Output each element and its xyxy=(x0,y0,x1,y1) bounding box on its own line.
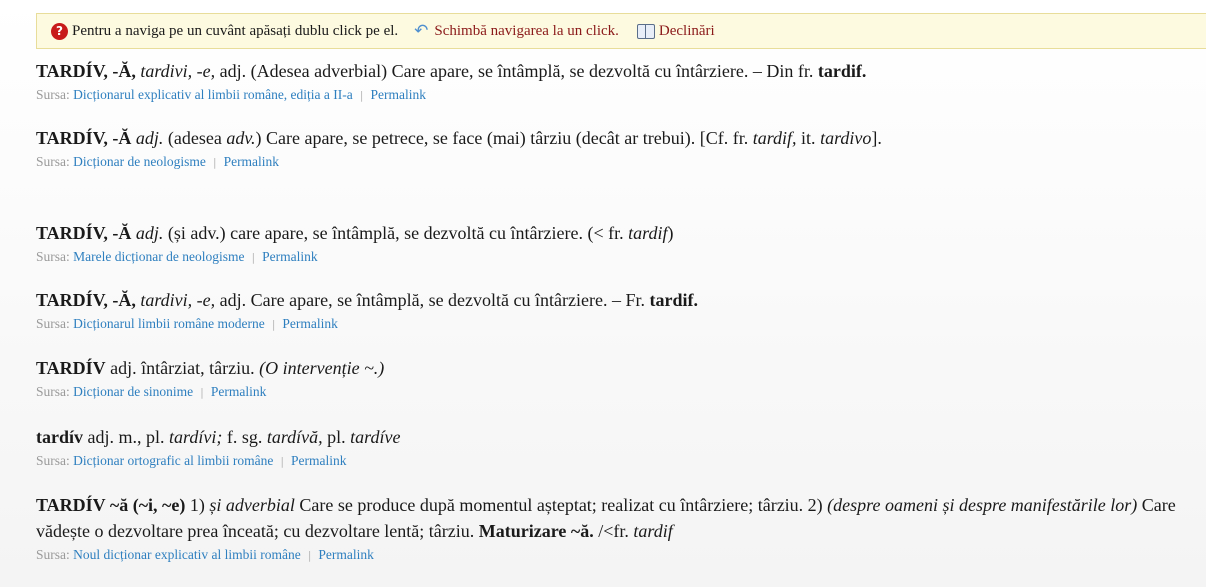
source-label: Sursa: xyxy=(36,249,74,264)
source-line xyxy=(36,547,1196,563)
definition-headword: TARDÍV ~ă (~i, ~e) xyxy=(36,495,186,515)
definition-fragment: f. sg. xyxy=(222,427,267,447)
source-label: Sursa: xyxy=(36,154,74,169)
source-line xyxy=(36,453,1196,469)
definition-text xyxy=(36,125,1196,151)
definition-entry xyxy=(36,287,1196,332)
separator: | xyxy=(200,386,204,399)
definition-italic: tardivi, -e, xyxy=(140,61,216,81)
separator: | xyxy=(280,455,285,468)
definition-headword: TARDÍV, -Ă, xyxy=(36,61,136,81)
definition-text xyxy=(36,220,1196,246)
permalink-link[interactable]: Permalink xyxy=(291,453,347,468)
definition-headword: Maturizare ~ă. xyxy=(478,521,594,541)
source-label: Sursa: xyxy=(36,87,74,102)
definition-italic: tardif xyxy=(628,223,668,243)
source-line xyxy=(36,154,1196,170)
definition-fragment: ) xyxy=(667,223,674,243)
permalink-link[interactable]: Permalink xyxy=(262,249,318,264)
definition-text xyxy=(36,355,1196,381)
definition-fragment: pl. xyxy=(322,427,351,447)
definition-entry xyxy=(36,125,1196,170)
definition-italic: tardívi; xyxy=(169,427,223,447)
definition-text xyxy=(36,492,1196,544)
definition-text xyxy=(36,424,1196,450)
definition-entry xyxy=(36,424,1196,469)
definition-fragment: adj. Care apare, se întâmplă, se dezvoltă cu întârziere. – Fr. xyxy=(215,290,650,310)
definition-headword: TARDÍV xyxy=(36,358,106,378)
source-line xyxy=(36,384,1196,400)
permalink-link[interactable]: Permalink xyxy=(370,87,426,102)
permalink-link[interactable]: Permalink xyxy=(210,384,267,399)
source-link[interactable]: Dicționar ortografic al limbii române xyxy=(73,453,274,468)
definition-entry xyxy=(36,355,1196,400)
source-label: Sursa: xyxy=(36,316,74,331)
source-line xyxy=(36,87,1196,103)
separator: | xyxy=(271,318,276,331)
book-icon[interactable] xyxy=(637,24,655,38)
separator: | xyxy=(251,251,256,264)
source-label: Sursa: xyxy=(36,453,74,468)
definition-italic: adj. xyxy=(135,223,164,243)
definition-entry xyxy=(36,492,1196,563)
definition-fragment: (și adv.) care apare, se întâmplă, se dezvoltă cu întârziere. (< fr. xyxy=(163,223,629,243)
definition-italic: (O intervenție ~.) xyxy=(259,358,385,378)
permalink-link[interactable]: Permalink xyxy=(282,316,338,331)
source-line xyxy=(36,249,1196,265)
definition-italic: tardíve xyxy=(350,427,401,447)
switch-navigation-link[interactable]: Schimbă navigarea la un click. xyxy=(434,22,619,39)
definition-italic: tardivi, -e, xyxy=(140,290,216,310)
definition-italic: tardif xyxy=(633,521,673,541)
source-link[interactable]: Noul dicționar explicativ al limbii române xyxy=(73,547,301,562)
definition-headword: TARDÍV, -Ă xyxy=(36,223,132,243)
definition-italic: (despre oameni și despre manifestările lor) xyxy=(827,495,1138,515)
source-label: Sursa: xyxy=(36,384,74,399)
definition-fragment: Care se produce după momentul așteptat; realizat cu întârziere; târziu. 2) xyxy=(294,495,828,515)
permalink-link[interactable]: Permalink xyxy=(318,547,374,562)
definition-italic: tardif, xyxy=(752,128,797,148)
definition-text xyxy=(36,58,1196,84)
source-link[interactable]: Dicționarul limbii române moderne xyxy=(73,316,265,331)
separator: | xyxy=(307,549,312,562)
source-link[interactable]: Marele dicționar de neologisme xyxy=(73,249,245,264)
definition-fragment: (adesea xyxy=(163,128,227,148)
permalink-link[interactable]: Permalink xyxy=(223,154,280,169)
definition-text xyxy=(36,287,1196,313)
notice-text: Pentru a naviga pe un cuvânt apăsați dublu click pe el. xyxy=(72,22,399,39)
definition-entry xyxy=(36,220,1196,265)
definition-fragment: adj. m., pl. xyxy=(83,427,169,447)
definition-fragment: 1) xyxy=(185,495,210,515)
navigation-notice xyxy=(36,13,1206,49)
source-line xyxy=(36,316,1196,332)
definition-headword: tardif. xyxy=(649,290,698,310)
source-link[interactable]: Dicționar de sinonime xyxy=(73,384,194,399)
definition-fragment: adj. întârziat, târziu. xyxy=(105,358,260,378)
definition-fragment: adj. (Adesea adverbial) Care apare, se întâmplă, se dezvoltă cu întârziere. – Din fr. xyxy=(215,61,818,81)
source-link[interactable]: Dicționar de neologisme xyxy=(73,154,206,169)
definition-fragment: ]. xyxy=(871,128,882,148)
undo-arrow-icon[interactable]: ↶ xyxy=(414,21,429,41)
definition-fragment: it. xyxy=(796,128,821,148)
source-link[interactable]: Dicționarul explicativ al limbii române, ediția a II-a xyxy=(73,87,353,102)
definition-headword: tardív xyxy=(36,427,83,447)
separator: | xyxy=(212,156,217,169)
definition-fragment: Care vădește o dezvoltare prea înceată; cu dezvoltare lentă; târziu. xyxy=(36,495,1176,541)
definition-headword: TARDÍV, -Ă, xyxy=(36,290,136,310)
definition-entry xyxy=(36,58,1196,103)
definition-italic: adj. xyxy=(135,128,164,148)
declinari-link[interactable]: Declinări xyxy=(658,22,715,39)
definition-headword: tardif. xyxy=(817,61,867,81)
definition-italic: tardivo xyxy=(820,128,872,148)
help-icon: ? xyxy=(51,23,68,40)
definition-italic: adv. xyxy=(226,128,256,148)
source-label: Sursa: xyxy=(36,547,74,562)
definition-italic: și adverbial xyxy=(209,495,295,515)
definition-fragment: ) Care apare, se petrece, se face (mai) târziu (decât ar trebui). [Cf. fr. xyxy=(255,128,753,148)
separator: | xyxy=(359,89,364,102)
definition-headword: TARDÍV, -Ă xyxy=(36,128,132,148)
definition-fragment: /<fr. xyxy=(593,521,634,541)
definition-italic: tardívă, xyxy=(266,427,323,447)
